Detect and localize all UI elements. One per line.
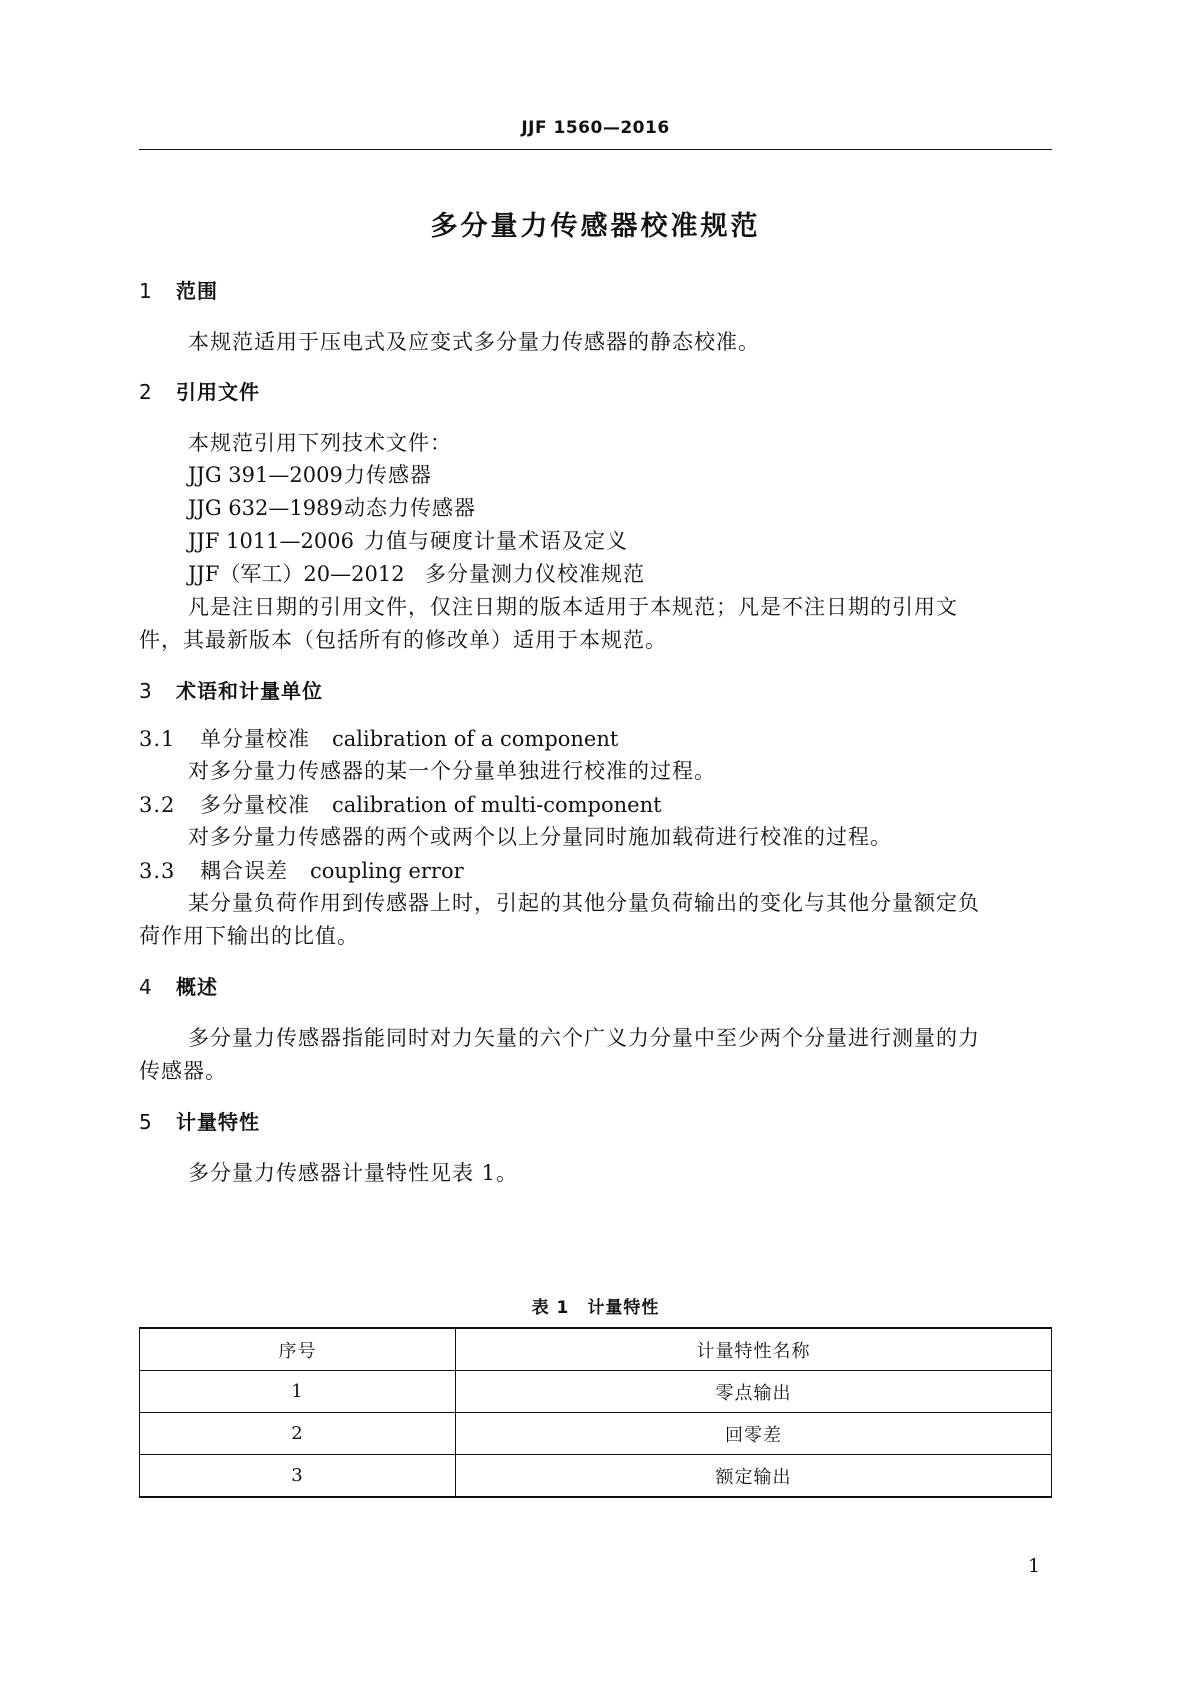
section-5-paragraph: 多分量力传感器计量特性见表 1。 [188, 1161, 519, 1185]
term-3-1 [139, 726, 618, 752]
section-number: 1 [139, 279, 153, 303]
reference-code: JJG 632—1989 [188, 496, 343, 520]
section-number: 3 [139, 679, 153, 703]
section-title: 范围 [176, 279, 218, 303]
section-4-heading [139, 974, 218, 1000]
reference-item [188, 561, 645, 587]
term-en: calibration of multi-component [332, 793, 662, 817]
section-1-heading [139, 278, 218, 304]
term-definition-continued: 荷作用下输出的比值。 [139, 924, 359, 948]
table-header-cell: 序号 [140, 1328, 456, 1371]
section-5-heading [139, 1109, 260, 1135]
term-zh: 单分量校准 [200, 727, 310, 751]
table-cell: 回零差 [456, 1413, 1052, 1455]
term-definition: 对多分量力传感器的某一个分量单独进行校准的过程。 [188, 759, 716, 783]
table-row [140, 1371, 1052, 1413]
term-number: 3.1 [139, 727, 176, 751]
reference-item [188, 462, 432, 488]
reference-code: JJF（军工）20—2012 [188, 562, 405, 586]
table-cell: 1 [140, 1371, 456, 1413]
section-2-note-line: 凡是注日期的引用文件，仅注日期的版本适用于本规范；凡是不注日期的引用文 [188, 595, 958, 619]
running-header: JJF 1560—2016 [521, 118, 670, 138]
table-cell: 2 [140, 1413, 456, 1455]
section-title: 计量特性 [176, 1110, 260, 1134]
section-2-heading [139, 379, 260, 405]
term-definition: 某分量负荷作用到传感器上时，引起的其他分量负荷输出的变化与其他分量额定负 [188, 891, 980, 915]
section-number: 2 [139, 380, 153, 404]
term-definition: 对多分量力传感器的两个或两个以上分量同时施加载荷进行校准的过程。 [188, 825, 892, 849]
metrology-table [139, 1327, 1052, 1498]
table-row [140, 1455, 1052, 1498]
term-en: coupling error [310, 859, 464, 883]
section-4-paragraph-line: 多分量力传感器指能同时对力矢量的六个广义力分量中至少两个分量进行测量的力 [188, 1026, 980, 1050]
reference-name: 动态力传感器 [344, 496, 476, 520]
reference-name: 力传感器 [344, 463, 432, 487]
table-cell: 3 [140, 1455, 456, 1498]
term-number: 3.2 [139, 793, 176, 817]
section-number: 4 [139, 975, 153, 999]
section-title: 引用文件 [176, 380, 260, 404]
term-zh: 耦合误差 [200, 859, 288, 883]
section-3-heading [139, 678, 323, 704]
table-caption: 表 1 计量特性 [531, 1298, 660, 1318]
page-number: 1 [1028, 1555, 1041, 1577]
section-number: 5 [139, 1110, 153, 1134]
reference-name: 多分量测力仪校准规范 [425, 562, 645, 586]
section-title: 概述 [176, 975, 218, 999]
reference-code: JJG 391—2009 [188, 463, 343, 487]
reference-item [188, 528, 628, 554]
reference-name: 力值与硬度计量术语及定义 [364, 529, 628, 553]
table-row [140, 1413, 1052, 1455]
document-title: 多分量力传感器校准规范 [430, 211, 761, 242]
section-1-paragraph: 本规范适用于压电式及应变式多分量力传感器的静态校准。 [188, 330, 760, 354]
term-3-2 [139, 792, 662, 818]
table-cell: 零点输出 [456, 1371, 1052, 1413]
section-2-intro: 本规范引用下列技术文件： [188, 431, 452, 455]
reference-item [188, 495, 476, 521]
table-header-cell: 计量特性名称 [456, 1328, 1052, 1371]
section-4-paragraph-line: 传感器。 [139, 1059, 227, 1083]
term-number: 3.3 [139, 859, 176, 883]
header-rule [139, 149, 1052, 150]
term-3-3 [139, 858, 464, 884]
term-zh: 多分量校准 [200, 793, 310, 817]
term-en: calibration of a component [332, 727, 619, 751]
table-cell: 额定输出 [456, 1455, 1052, 1498]
reference-code: JJF 1011—2006 [188, 529, 354, 553]
section-title: 术语和计量单位 [176, 679, 323, 703]
table-header-row [140, 1328, 1052, 1371]
section-2-note-line: 件，其最新版本（包括所有的修改单）适用于本规范。 [139, 628, 667, 652]
